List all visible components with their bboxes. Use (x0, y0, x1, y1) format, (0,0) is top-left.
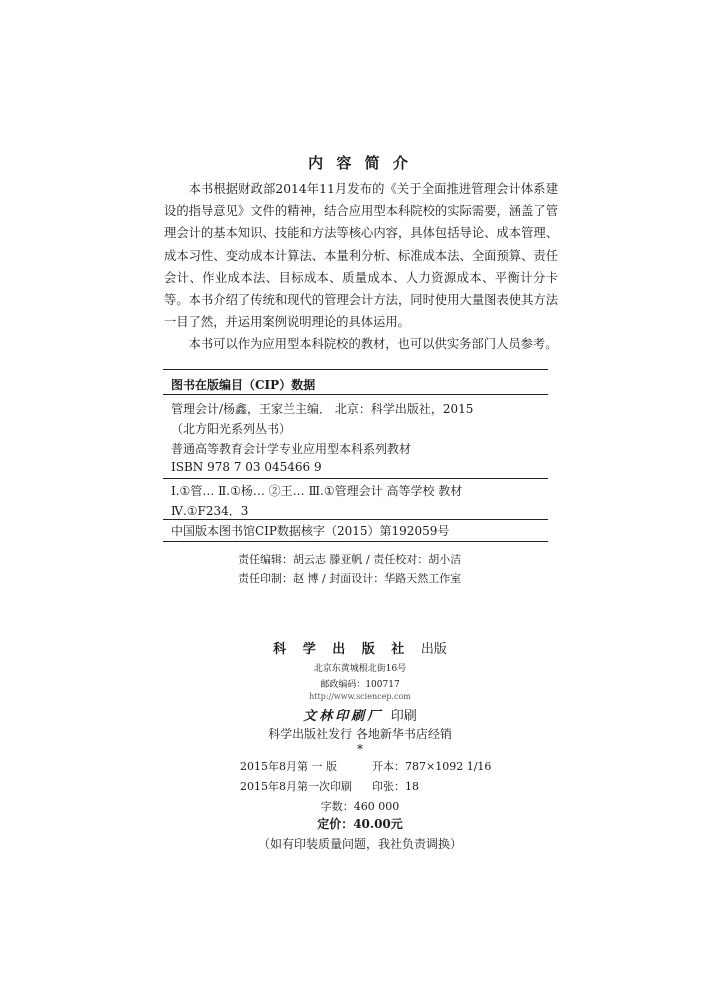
publisher-name: 科 学 出 版 社 (273, 642, 411, 657)
summary-paragraph: 本书可以作为应用型本科院校的教材，也可以供实务部门人员参考。 (188, 337, 558, 352)
cip-classification: Ⅳ.①F234．3 (171, 504, 249, 518)
publisher-postcode: 邮政编码：100717 (320, 680, 400, 690)
cip-classification: Ⅰ.①管… Ⅱ.①杨… ②王… Ⅲ.①管理会计 高等学校 教材 (171, 484, 463, 498)
cip-series-line: （北方阳光系列丛书） (171, 422, 292, 436)
summary-paragraph: 本书根据财政部2014年11月发布的《关于全面推进管理会计体系建设的指导意见》文件的精神，结合应用型本科院校的实际需要，涵盖了管理会计的基本知识、技能和方法等核心内容，具体包括导论、成本管理、成本习性、变动成本计算法、本量利分析、标准成本法、全面预算、责任会计、作业成本法、目标成本、质量成本、人力资源成本、平衡计分卡等。本书介绍了传统和现代的管理会计方法，同时使用大量图表使其方法一目了然，并运用案例说明理论的具体运用。 (164, 182, 558, 330)
cip-top-rule (163, 369, 548, 370)
cip-lower-rule (163, 519, 548, 520)
quality-note: （如有印装质量问题，我社负责调换） (257, 837, 462, 851)
printer-line (0, 705, 720, 724)
printed-sheets: 印张：18 (372, 780, 419, 793)
printer-name: 文林印刷厂 (303, 709, 384, 724)
cip-isbn: ISBN 978 7 03 045466 9 (171, 460, 322, 474)
distribution-line: 科学出版社发行 各地新华书店经销 (268, 727, 452, 741)
word-count: 字数：460 000 (320, 800, 400, 813)
format: 开本：787×1092 1/16 (372, 760, 492, 773)
cip-heading: 图书在版编目（CIP）数据 (171, 378, 316, 392)
cip-mid-rule (163, 478, 548, 479)
publisher-address: 北京东黄城根北街16号 (313, 664, 407, 674)
editors-line: 责任编辑：胡云志 滕亚帆 / 责任校对：胡小洁 (238, 553, 462, 566)
summary-body (164, 178, 558, 356)
summary-title: 内 容 简 介 (308, 154, 412, 172)
publisher-url: http://www.sciencep.com (309, 692, 411, 701)
separator-star: * (357, 742, 363, 756)
cip-record-number: 中国版本图书馆CIP数据核字（2015）第192059号 (171, 524, 450, 538)
cip-bibliographic-line: 管理会计/杨鑫，王家兰主编． 北京：科学出版社，2015 (171, 402, 474, 416)
cip-heading-rule (163, 394, 548, 395)
first-printing: 2015年8月第一次印刷 (240, 780, 352, 793)
cip-bottom-rule (163, 541, 548, 542)
publisher-line (0, 638, 720, 657)
publisher-suffix: 出版 (420, 642, 447, 657)
editors-line: 责任印制：赵 博 / 封面设计：华路天然工作室 (238, 572, 462, 585)
cip-textbook-line: 普通高等教育会计学专业应用型本科系列教材 (171, 442, 412, 456)
printer-suffix: 印刷 (390, 709, 417, 724)
price: 定价：40.00元 (317, 817, 403, 831)
first-edition: 2015年8月第 一 版 (240, 760, 337, 773)
